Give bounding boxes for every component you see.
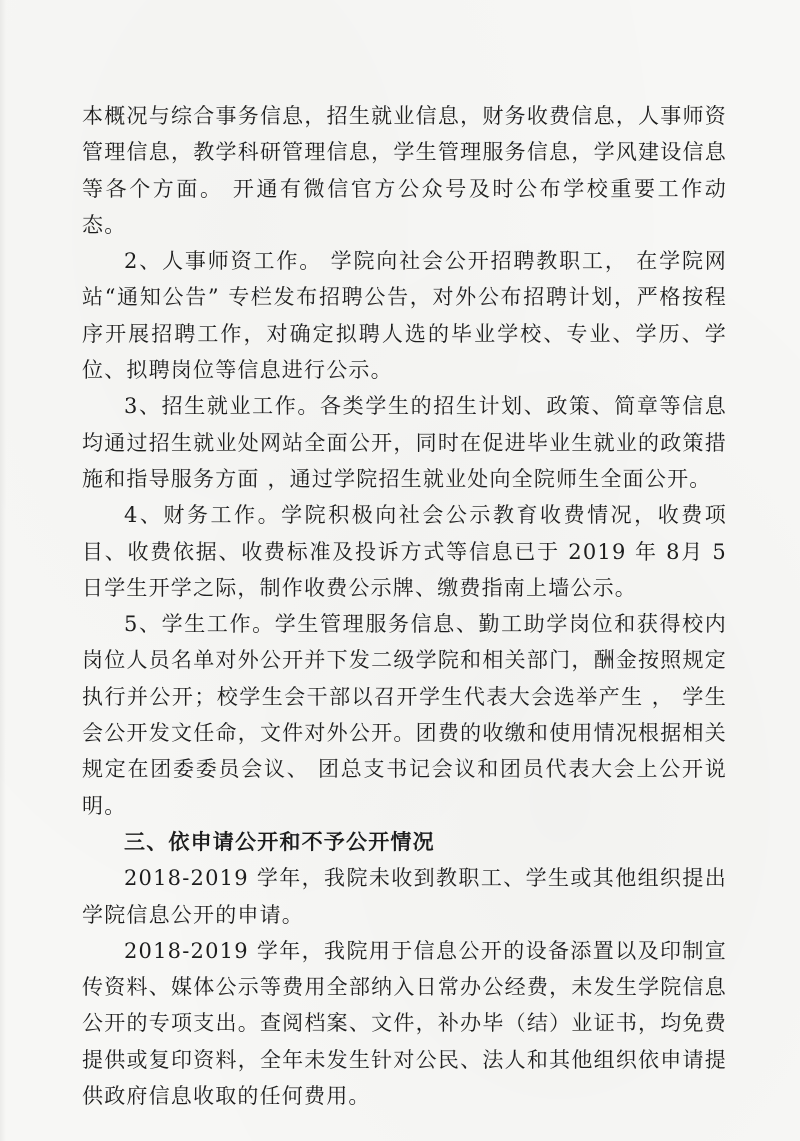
paragraph-applications: 2018-2019 学年，我院未收到教职工、学生或其他组织提出学院信息公开的申请。 xyxy=(82,866,727,927)
paragraph-admissions-work: 3、招生就业工作。各类学生的招生计划、政策、简章等信息均通过招生就业处网站全面公开，同时在促进毕业生就业的政策措施和指导服务方面 ，通过学院招生就业处向全院师生全面公开。 xyxy=(82,394,727,491)
paragraph-finance-work: 4、财务工作。学院积极向社会公示教育收费情况，收费项目、收费依据、收费标准及投诉方式等信息已于 2019 年 8月 5日学生开学之际，制作收费公示牌、缴费指南上墙公示。 xyxy=(82,503,727,600)
paragraph-expenses: 2018-2019 学年，我院用于信息公开的设备添置以及印制宣传资料、媒体公示等费用全部纳入日常办公经费，未发生学院信息公开的专项支出。查阅档案、文件，补办毕（结）业证书，均免费提供或复印资料，全年未发生针对公民、法人和其他组织依申请提供政府信息收取的任何费用。 xyxy=(82,938,727,1109)
paragraph-student-work: 5、学生工作。学生管理服务信息、勤工助学岗位和获得校内岗位人员名单对外公开并下发二级学院和相关部门，酬金按照规定执行并公开；校学生会干部以召开学生代表大会选举产生 ， 学生会公开发文任命，文件对外公开。团费的收缴和使用情况根据相关规定在团委委员会议、 团总支书记会议和团员代表大会上公开说明。 xyxy=(82,612,727,818)
document-body xyxy=(82,98,727,1114)
section-heading: 三、依申请公开和不予公开情况 xyxy=(124,828,435,854)
paragraph-hr-work: 2、人事师资工作。 学院向社会公开招聘教职工， 在学院网站“通知公告” 专栏发布招聘公告，对外公布招聘计划，严格按程序开展招聘工作，对确定拟聘人选的毕业学校、专业、学历、学位、拟聘岗位等信息进行公示。 xyxy=(82,249,727,383)
paragraph-intro-continuation: 本概况与综合事务信息，招生就业信息，财务收费信息，人事师资管理信息，教学科研管理信息，学生管理服务信息，学风建设信息等各个方面。 开通有微信官方公众号及时公布学校重要工作动态。 xyxy=(82,104,727,237)
scan-edge xyxy=(0,0,6,1141)
